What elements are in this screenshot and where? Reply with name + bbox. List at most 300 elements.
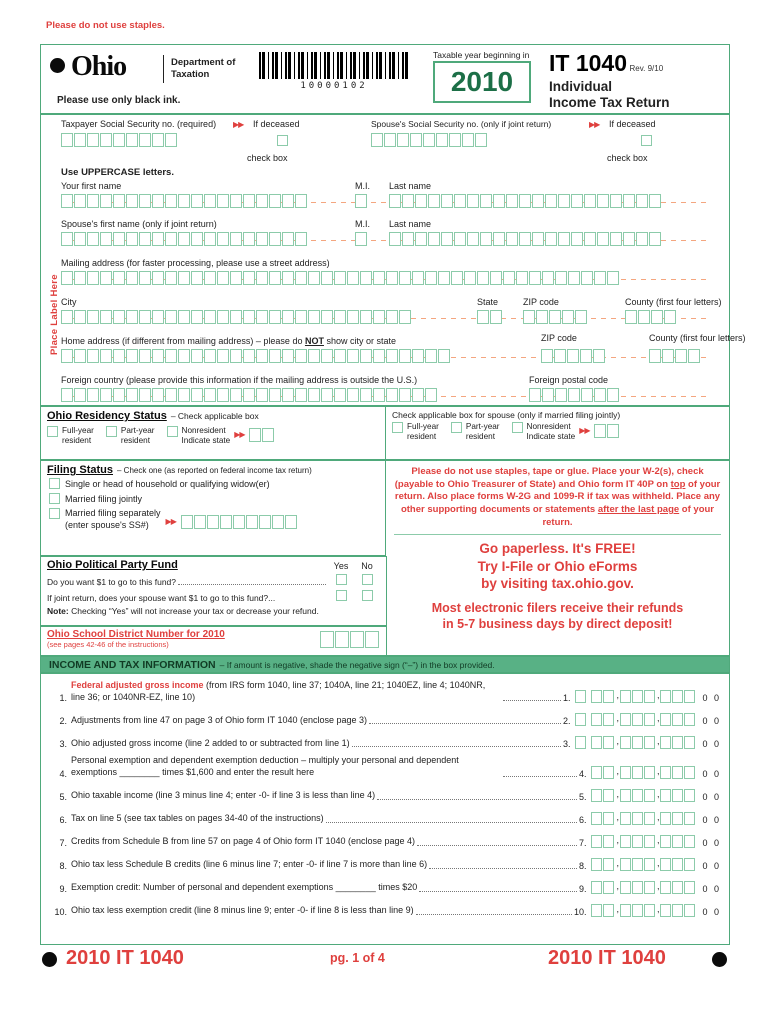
char-box[interactable]	[178, 194, 190, 208]
char-box[interactable]	[610, 232, 622, 246]
char-box[interactable]	[113, 310, 125, 324]
first-name-boxes[interactable]	[61, 194, 308, 208]
char-box[interactable]	[542, 388, 554, 402]
char-box[interactable]	[436, 133, 448, 147]
amount-box[interactable]	[591, 835, 602, 848]
char-box[interactable]	[100, 271, 112, 285]
char-box[interactable]	[581, 388, 593, 402]
char-box[interactable]	[285, 515, 297, 529]
char-box[interactable]	[233, 515, 245, 529]
char-box[interactable]	[217, 388, 229, 402]
fund-q2-no-checkbox[interactable]	[362, 590, 373, 601]
char-box[interactable]	[623, 232, 635, 246]
amount-box[interactable]	[620, 812, 631, 825]
char-box[interactable]	[542, 271, 554, 285]
char-box[interactable]	[217, 232, 229, 246]
char-box[interactable]	[428, 194, 440, 208]
amount-box[interactable]	[632, 858, 643, 871]
char-box[interactable]	[74, 271, 86, 285]
char-box[interactable]	[295, 194, 307, 208]
char-box[interactable]	[438, 349, 450, 363]
spouse-indicate-state-boxes[interactable]	[594, 424, 620, 438]
char-box[interactable]	[597, 194, 609, 208]
char-box[interactable]	[321, 388, 333, 402]
spouse-full-year-checkbox[interactable]	[392, 422, 403, 433]
char-box[interactable]	[412, 388, 424, 402]
char-box[interactable]	[230, 271, 242, 285]
char-box[interactable]	[581, 271, 593, 285]
char-box[interactable]	[204, 310, 216, 324]
part-year-checkbox[interactable]	[106, 426, 117, 437]
char-box[interactable]	[217, 271, 229, 285]
char-box[interactable]	[87, 271, 99, 285]
char-box[interactable]	[152, 271, 164, 285]
amount-box[interactable]	[591, 904, 602, 917]
char-box[interactable]	[607, 388, 619, 402]
amount-box[interactable]	[684, 858, 695, 871]
char-box[interactable]	[623, 194, 635, 208]
char-box[interactable]	[402, 232, 414, 246]
char-box[interactable]	[74, 194, 86, 208]
char-box[interactable]	[61, 232, 73, 246]
amount-box[interactable]	[620, 881, 631, 894]
char-box[interactable]	[549, 310, 561, 324]
char-box[interactable]	[536, 310, 548, 324]
char-box[interactable]	[269, 232, 281, 246]
char-box[interactable]	[194, 515, 206, 529]
amount-box[interactable]	[660, 789, 671, 802]
char-box[interactable]	[415, 232, 427, 246]
char-box[interactable]	[554, 349, 566, 363]
char-box[interactable]	[272, 515, 284, 529]
char-box[interactable]	[386, 310, 398, 324]
char-box[interactable]	[373, 349, 385, 363]
char-box[interactable]	[365, 631, 379, 648]
char-box[interactable]	[638, 310, 650, 324]
char-box[interactable]	[256, 349, 268, 363]
amount-box[interactable]	[591, 881, 602, 894]
char-box[interactable]	[425, 271, 437, 285]
amount-field[interactable]	[591, 690, 696, 703]
char-box[interactable]	[575, 310, 587, 324]
home-county-boxes[interactable]	[649, 349, 701, 363]
spouse-first-name-boxes[interactable]	[61, 232, 308, 246]
char-box[interactable]	[243, 349, 255, 363]
char-box[interactable]	[529, 388, 541, 402]
char-box[interactable]	[126, 133, 138, 147]
char-box[interactable]	[282, 194, 294, 208]
char-box[interactable]	[243, 232, 255, 246]
amount-box[interactable]	[644, 766, 655, 779]
char-box[interactable]	[580, 349, 592, 363]
char-box[interactable]	[664, 310, 676, 324]
char-box[interactable]	[126, 194, 138, 208]
char-box[interactable]	[347, 388, 359, 402]
amount-box[interactable]	[672, 690, 683, 703]
char-box[interactable]	[113, 349, 125, 363]
negative-sign-box[interactable]	[575, 690, 586, 703]
char-box[interactable]	[477, 310, 489, 324]
char-box[interactable]	[230, 310, 242, 324]
char-box[interactable]	[493, 194, 505, 208]
amount-box[interactable]	[591, 736, 602, 749]
char-box[interactable]	[282, 232, 294, 246]
amount-box[interactable]	[632, 736, 643, 749]
char-box[interactable]	[506, 232, 518, 246]
char-box[interactable]	[269, 194, 281, 208]
char-box[interactable]	[335, 631, 349, 648]
char-box[interactable]	[360, 349, 372, 363]
char-box[interactable]	[100, 310, 112, 324]
amount-box[interactable]	[684, 812, 695, 825]
char-box[interactable]	[462, 133, 474, 147]
char-box[interactable]	[334, 271, 346, 285]
char-box[interactable]	[438, 271, 450, 285]
char-box[interactable]	[571, 194, 583, 208]
char-box[interactable]	[320, 631, 334, 648]
char-box[interactable]	[355, 194, 367, 208]
char-box[interactable]	[152, 133, 164, 147]
char-box[interactable]	[321, 271, 333, 285]
char-box[interactable]	[490, 310, 502, 324]
filing-married-separately-option[interactable]	[41, 506, 386, 533]
char-box[interactable]	[558, 194, 570, 208]
char-box[interactable]	[584, 232, 596, 246]
char-box[interactable]	[425, 388, 437, 402]
char-box[interactable]	[503, 271, 515, 285]
amount-box[interactable]	[632, 766, 643, 779]
amount-field[interactable]	[591, 789, 696, 802]
char-box[interactable]	[230, 194, 242, 208]
char-box[interactable]	[165, 349, 177, 363]
char-box[interactable]	[191, 310, 203, 324]
char-box[interactable]	[282, 310, 294, 324]
char-box[interactable]	[178, 349, 190, 363]
char-box[interactable]	[139, 310, 151, 324]
char-box[interactable]	[259, 515, 271, 529]
char-box[interactable]	[126, 388, 138, 402]
amount-box[interactable]	[632, 835, 643, 848]
char-box[interactable]	[675, 349, 687, 363]
char-box[interactable]	[371, 133, 383, 147]
char-box[interactable]	[389, 194, 401, 208]
char-box[interactable]	[87, 310, 99, 324]
char-box[interactable]	[347, 271, 359, 285]
amount-box[interactable]	[632, 904, 643, 917]
char-box[interactable]	[87, 194, 99, 208]
char-box[interactable]	[480, 194, 492, 208]
char-box[interactable]	[399, 310, 411, 324]
char-box[interactable]	[165, 388, 177, 402]
char-box[interactable]	[256, 271, 268, 285]
char-box[interactable]	[165, 194, 177, 208]
amount-box[interactable]	[620, 766, 631, 779]
char-box[interactable]	[545, 232, 557, 246]
amount-field[interactable]	[591, 881, 696, 894]
spouse-ssn-boxes[interactable]	[371, 133, 488, 147]
char-box[interactable]	[243, 271, 255, 285]
amount-field[interactable]	[591, 713, 696, 726]
char-box[interactable]	[113, 388, 125, 402]
char-box[interactable]	[399, 388, 411, 402]
amount-box[interactable]	[603, 766, 614, 779]
char-box[interactable]	[191, 271, 203, 285]
char-box[interactable]	[295, 349, 307, 363]
amount-box[interactable]	[644, 789, 655, 802]
char-box[interactable]	[532, 194, 544, 208]
amount-box[interactable]	[684, 881, 695, 894]
char-box[interactable]	[412, 349, 424, 363]
char-box[interactable]	[607, 424, 619, 438]
amount-box[interactable]	[603, 690, 614, 703]
char-box[interactable]	[139, 349, 151, 363]
char-box[interactable]	[61, 194, 73, 208]
amount-box[interactable]	[644, 690, 655, 703]
spouse-nonresident-option[interactable]	[512, 422, 620, 442]
amount-box[interactable]	[672, 789, 683, 802]
char-box[interactable]	[61, 310, 73, 324]
char-box[interactable]	[165, 271, 177, 285]
char-box[interactable]	[61, 133, 73, 147]
indicate-state-boxes[interactable]	[249, 428, 275, 442]
amount-box[interactable]	[684, 690, 695, 703]
char-box[interactable]	[217, 349, 229, 363]
amount-box[interactable]	[672, 858, 683, 871]
char-box[interactable]	[269, 349, 281, 363]
char-box[interactable]	[360, 310, 372, 324]
char-box[interactable]	[321, 349, 333, 363]
char-box[interactable]	[308, 349, 320, 363]
char-box[interactable]	[256, 388, 268, 402]
char-box[interactable]	[126, 271, 138, 285]
char-box[interactable]	[454, 232, 466, 246]
char-box[interactable]	[389, 232, 401, 246]
char-box[interactable]	[126, 232, 138, 246]
amount-box[interactable]	[591, 766, 602, 779]
char-box[interactable]	[295, 388, 307, 402]
char-box[interactable]	[493, 232, 505, 246]
char-box[interactable]	[571, 232, 583, 246]
char-box[interactable]	[480, 232, 492, 246]
amount-box[interactable]	[660, 690, 671, 703]
amount-box[interactable]	[591, 713, 602, 726]
residency-nonresident-option[interactable]	[167, 426, 275, 446]
amount-box[interactable]	[684, 835, 695, 848]
char-box[interactable]	[246, 515, 258, 529]
char-box[interactable]	[555, 388, 567, 402]
char-box[interactable]	[220, 515, 232, 529]
char-box[interactable]	[256, 310, 268, 324]
char-box[interactable]	[204, 232, 216, 246]
amount-box[interactable]	[632, 789, 643, 802]
char-box[interactable]	[555, 271, 567, 285]
amount-box[interactable]	[632, 881, 643, 894]
amount-box[interactable]	[644, 881, 655, 894]
char-box[interactable]	[347, 310, 359, 324]
amount-box[interactable]	[591, 812, 602, 825]
amount-box[interactable]	[620, 736, 631, 749]
char-box[interactable]	[165, 310, 177, 324]
nonresident-checkbox[interactable]	[167, 426, 178, 437]
char-box[interactable]	[545, 194, 557, 208]
char-box[interactable]	[347, 349, 359, 363]
char-box[interactable]	[152, 349, 164, 363]
char-box[interactable]	[467, 194, 479, 208]
char-box[interactable]	[139, 271, 151, 285]
char-box[interactable]	[139, 194, 151, 208]
amount-box[interactable]	[603, 812, 614, 825]
char-box[interactable]	[321, 310, 333, 324]
last-name-boxes[interactable]	[389, 194, 662, 208]
amount-box[interactable]	[632, 690, 643, 703]
spouse-part-year-checkbox[interactable]	[451, 422, 462, 433]
separate-spouse-ssn-boxes[interactable]	[181, 515, 298, 529]
char-box[interactable]	[100, 388, 112, 402]
residency-part-year-option[interactable]	[106, 426, 155, 446]
char-box[interactable]	[181, 515, 193, 529]
char-box[interactable]	[399, 349, 411, 363]
amount-box[interactable]	[644, 736, 655, 749]
char-box[interactable]	[139, 232, 151, 246]
char-box[interactable]	[126, 349, 138, 363]
amount-field[interactable]	[591, 766, 696, 779]
char-box[interactable]	[373, 271, 385, 285]
char-box[interactable]	[282, 349, 294, 363]
fund-q1-no-checkbox[interactable]	[362, 574, 373, 585]
char-box[interactable]	[113, 194, 125, 208]
char-box[interactable]	[282, 271, 294, 285]
char-box[interactable]	[308, 310, 320, 324]
char-box[interactable]	[204, 194, 216, 208]
char-box[interactable]	[61, 388, 73, 402]
amount-box[interactable]	[603, 904, 614, 917]
char-box[interactable]	[334, 310, 346, 324]
amount-box[interactable]	[660, 713, 671, 726]
char-box[interactable]	[649, 349, 661, 363]
char-box[interactable]	[594, 388, 606, 402]
char-box[interactable]	[178, 232, 190, 246]
char-box[interactable]	[152, 388, 164, 402]
char-box[interactable]	[100, 232, 112, 246]
amount-box[interactable]	[684, 904, 695, 917]
char-box[interactable]	[567, 349, 579, 363]
amount-box[interactable]	[620, 858, 631, 871]
char-box[interactable]	[402, 194, 414, 208]
char-box[interactable]	[464, 271, 476, 285]
amount-box[interactable]	[672, 904, 683, 917]
char-box[interactable]	[355, 232, 367, 246]
char-box[interactable]	[230, 349, 242, 363]
char-box[interactable]	[191, 388, 203, 402]
amount-box[interactable]	[684, 713, 695, 726]
amount-box[interactable]	[603, 835, 614, 848]
married-jointly-checkbox[interactable]	[49, 493, 60, 504]
amount-box[interactable]	[660, 812, 671, 825]
spouse-nonresident-checkbox[interactable]	[512, 422, 523, 433]
char-box[interactable]	[441, 194, 453, 208]
char-box[interactable]	[399, 271, 411, 285]
char-box[interactable]	[282, 388, 294, 402]
char-box[interactable]	[74, 232, 86, 246]
amount-box[interactable]	[660, 835, 671, 848]
char-box[interactable]	[191, 194, 203, 208]
amount-box[interactable]	[620, 904, 631, 917]
amount-box[interactable]	[660, 881, 671, 894]
school-district-boxes[interactable]	[320, 631, 380, 648]
char-box[interactable]	[178, 310, 190, 324]
negative-sign-box[interactable]	[575, 736, 586, 749]
char-box[interactable]	[386, 271, 398, 285]
char-box[interactable]	[243, 194, 255, 208]
residency-full-year-option[interactable]	[47, 426, 94, 446]
char-box[interactable]	[384, 133, 396, 147]
char-box[interactable]	[373, 310, 385, 324]
amount-box[interactable]	[684, 766, 695, 779]
char-box[interactable]	[516, 271, 528, 285]
char-box[interactable]	[523, 310, 535, 324]
char-box[interactable]	[475, 133, 487, 147]
amount-box[interactable]	[644, 713, 655, 726]
char-box[interactable]	[412, 271, 424, 285]
char-box[interactable]	[386, 388, 398, 402]
char-box[interactable]	[415, 194, 427, 208]
char-box[interactable]	[625, 310, 637, 324]
char-box[interactable]	[558, 232, 570, 246]
char-box[interactable]	[688, 349, 700, 363]
char-box[interactable]	[454, 194, 466, 208]
char-box[interactable]	[262, 428, 274, 442]
filing-married-jointly-option[interactable]	[41, 491, 386, 506]
char-box[interactable]	[191, 349, 203, 363]
char-box[interactable]	[269, 271, 281, 285]
char-box[interactable]	[386, 349, 398, 363]
char-box[interactable]	[204, 271, 216, 285]
amount-box[interactable]	[603, 858, 614, 871]
amount-box[interactable]	[672, 812, 683, 825]
spouse-part-year-option[interactable]	[451, 422, 500, 442]
amount-box[interactable]	[620, 713, 631, 726]
spouse-deceased-checkbox[interactable]	[641, 135, 652, 146]
char-box[interactable]	[651, 310, 663, 324]
amount-field[interactable]	[591, 812, 696, 825]
char-box[interactable]	[61, 271, 73, 285]
char-box[interactable]	[451, 271, 463, 285]
char-box[interactable]	[636, 232, 648, 246]
amount-box[interactable]	[591, 789, 602, 802]
char-box[interactable]	[191, 232, 203, 246]
char-box[interactable]	[243, 310, 255, 324]
char-box[interactable]	[295, 310, 307, 324]
char-box[interactable]	[568, 388, 580, 402]
full-year-checkbox[interactable]	[47, 426, 58, 437]
char-box[interactable]	[594, 424, 606, 438]
single-checkbox[interactable]	[49, 478, 60, 489]
mi-box[interactable]	[355, 194, 368, 208]
char-box[interactable]	[74, 349, 86, 363]
state-boxes[interactable]	[477, 310, 503, 324]
char-box[interactable]	[449, 133, 461, 147]
taxpayer-ssn-boxes[interactable]	[61, 133, 178, 147]
amount-box[interactable]	[660, 858, 671, 871]
char-box[interactable]	[217, 310, 229, 324]
char-box[interactable]	[373, 388, 385, 402]
char-box[interactable]	[607, 271, 619, 285]
home-zip-boxes[interactable]	[541, 349, 606, 363]
char-box[interactable]	[113, 232, 125, 246]
fund-q1-yes-checkbox[interactable]	[336, 574, 347, 585]
char-box[interactable]	[207, 515, 219, 529]
char-box[interactable]	[519, 194, 531, 208]
